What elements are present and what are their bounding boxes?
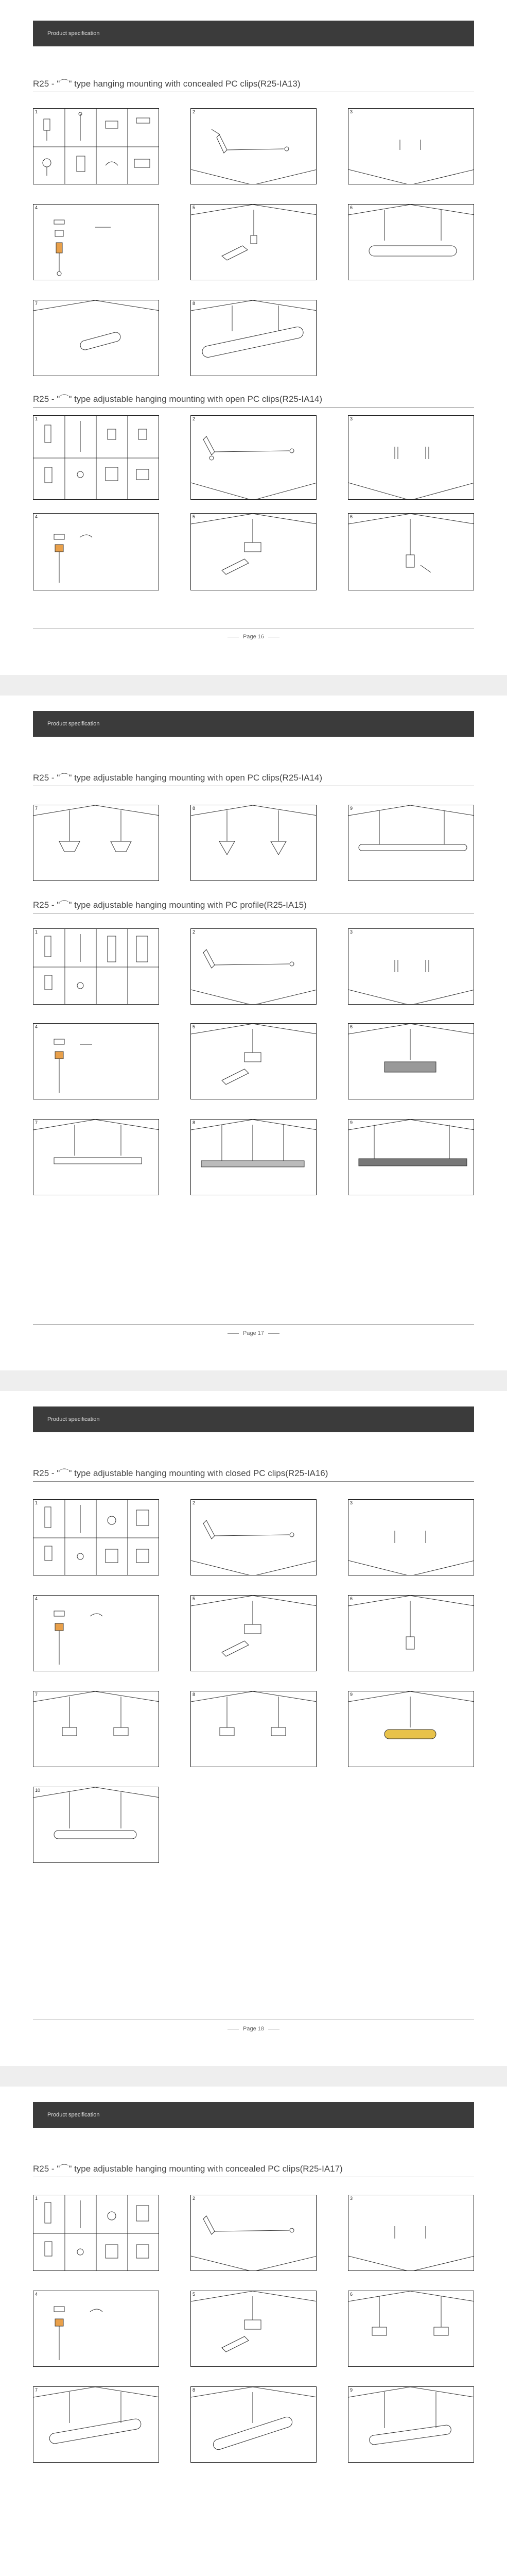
step-2 xyxy=(190,108,317,184)
step-number: 4 xyxy=(35,1024,38,1029)
strip-clip-illustration xyxy=(33,2387,159,2463)
screw-install-illustration xyxy=(191,514,317,590)
step-number: 3 xyxy=(350,2196,353,2201)
parts-grid-illustration xyxy=(33,416,159,500)
step-number: 7 xyxy=(35,2387,38,2393)
screw-install-illustration xyxy=(191,1596,317,1671)
step-4 xyxy=(33,204,159,280)
step-2 xyxy=(190,928,317,1005)
step-number: 3 xyxy=(350,929,353,935)
step-number: 5 xyxy=(193,205,196,210)
hanger-pair-illustration xyxy=(191,1691,317,1767)
step-3 xyxy=(348,108,474,184)
step-number: 5 xyxy=(193,1596,196,1601)
hanging-strip-illustration xyxy=(348,205,474,280)
step-8 xyxy=(190,1119,317,1195)
step-3 xyxy=(348,928,474,1005)
step-8 xyxy=(190,805,317,881)
step-number: 8 xyxy=(193,301,196,306)
step-number: 3 xyxy=(350,1500,353,1505)
step-8 xyxy=(190,2386,317,2463)
step-number: 8 xyxy=(193,2387,196,2393)
step-9 xyxy=(348,1119,474,1195)
step-number: 4 xyxy=(35,2292,38,2297)
profile-clip-illustration xyxy=(33,300,159,376)
screw-install-illustration xyxy=(191,1024,317,1099)
section-title: R25 - "⌒" type hanging mounting with concealed PC clips(R25-IA13) xyxy=(33,79,301,89)
step-5 xyxy=(190,2291,317,2367)
step-9 xyxy=(348,1691,474,1767)
step-number: 3 xyxy=(350,109,353,114)
step-5 xyxy=(190,204,317,280)
step-5 xyxy=(190,1595,317,1671)
step-5 xyxy=(190,1023,317,1099)
page-16 xyxy=(0,0,507,675)
step-number: 9 xyxy=(350,1120,353,1125)
step-number: 4 xyxy=(35,205,38,210)
section-title: R25 - "⌒" type adjustable hanging mounting with closed PC clips(R25-IA16) xyxy=(33,1468,328,1478)
step-number: 7 xyxy=(35,1120,38,1125)
finished-install-illustration xyxy=(348,805,474,881)
step-5 xyxy=(190,513,317,590)
step-number: 6 xyxy=(350,205,353,210)
step-1 xyxy=(33,928,159,1005)
finished-install-illustration xyxy=(348,2387,474,2463)
ceiling-drill-illustration xyxy=(191,416,317,500)
ceiling-drill-illustration xyxy=(191,2195,317,2271)
page-header xyxy=(33,21,474,46)
canopy-parts-illustration xyxy=(33,1024,159,1099)
step-number: 6 xyxy=(350,514,353,519)
step-number: 2 xyxy=(193,1500,196,1505)
page-header xyxy=(33,1406,474,1432)
step-6 xyxy=(348,1595,474,1671)
hanger-pair-illustration xyxy=(348,2291,474,2367)
step-number: 9 xyxy=(350,1692,353,1697)
page-header xyxy=(33,711,474,737)
step-4 xyxy=(33,513,159,590)
profile-attach-illustration xyxy=(348,1024,474,1099)
page-17 xyxy=(0,696,507,1370)
step-8 xyxy=(190,300,317,376)
step-6 xyxy=(348,513,474,590)
parts-grid-illustration xyxy=(33,929,159,1005)
page-number: Page 16 xyxy=(0,634,507,640)
step-number: 1 xyxy=(35,2196,38,2201)
canopy-parts-illustration xyxy=(33,514,159,590)
page-number: Page 17 xyxy=(0,1330,507,1336)
step-number: 5 xyxy=(193,2292,196,2297)
hanger-pair-illustration xyxy=(33,805,159,881)
step-number: 10 xyxy=(35,1788,41,1793)
step-10 xyxy=(33,1787,159,1863)
ceiling-anchor-illustration xyxy=(348,109,474,184)
step-number: 1 xyxy=(35,1500,38,1505)
step-3 xyxy=(348,1499,474,1575)
step-number: 6 xyxy=(350,2292,353,2297)
step-2 xyxy=(190,415,317,500)
profile-hanger-illustration xyxy=(191,1120,317,1195)
step-number: 7 xyxy=(35,806,38,811)
strip-insert-illustration xyxy=(348,1691,474,1767)
step-number: 7 xyxy=(35,1692,38,1697)
step-9 xyxy=(348,2386,474,2463)
canopy-parts-illustration xyxy=(33,1596,159,1671)
finished-install-illustration xyxy=(191,300,317,376)
page-header xyxy=(33,2102,474,2128)
step-number: 8 xyxy=(193,1692,196,1697)
step-number: 2 xyxy=(193,416,196,421)
header-title: Product specification xyxy=(47,721,100,727)
ceiling-anchor-illustration xyxy=(348,1500,474,1575)
finished-install-illustration xyxy=(33,1787,159,1863)
step-number: 8 xyxy=(193,1120,196,1125)
page-number: Page 18 xyxy=(0,2026,507,2032)
ceiling-drill-illustration xyxy=(191,109,317,184)
step-2 xyxy=(190,1499,317,1575)
step-number: 5 xyxy=(193,1024,196,1029)
step-1 xyxy=(33,2195,159,2271)
step-number: 2 xyxy=(193,109,196,114)
profile-hanger-illustration xyxy=(33,1120,159,1195)
step-number: 3 xyxy=(350,416,353,421)
step-7 xyxy=(33,300,159,376)
step-2 xyxy=(190,2195,317,2271)
ceiling-anchor-illustration xyxy=(348,2195,474,2271)
ceiling-drill-illustration xyxy=(191,929,317,1005)
step-7 xyxy=(33,2386,159,2463)
step-number: 7 xyxy=(35,301,38,306)
hanger-pair-illustration xyxy=(33,1691,159,1767)
parts-grid-illustration xyxy=(33,2195,159,2271)
step-number: 1 xyxy=(35,109,38,114)
page-19 xyxy=(0,2087,507,2576)
ceiling-drill-illustration xyxy=(191,1500,317,1575)
step-number: 4 xyxy=(35,514,38,519)
section-title: R25 - "⌒" type adjustable hanging mounting with concealed PC clips(R25-IA17) xyxy=(33,2164,343,2174)
step-number: 4 xyxy=(35,1596,38,1601)
wire-adjust-illustration xyxy=(348,1596,474,1671)
step-4 xyxy=(33,1595,159,1671)
screw-install-illustration xyxy=(191,205,317,280)
ceiling-anchor-illustration xyxy=(348,929,474,1005)
header-title: Product specification xyxy=(47,2112,100,2118)
ceiling-anchor-illustration xyxy=(348,416,474,500)
section-divider xyxy=(33,407,474,408)
wire-adjust-illustration xyxy=(348,514,474,590)
step-number: 5 xyxy=(193,514,196,519)
step-number: 1 xyxy=(35,416,38,421)
step-1 xyxy=(33,415,159,500)
step-6 xyxy=(348,1023,474,1099)
finished-install-illustration xyxy=(348,1120,474,1195)
step-6 xyxy=(348,2291,474,2367)
section-title: R25 - "⌒" type adjustable hanging mounting with open PC clips(R25-IA14) xyxy=(33,394,323,404)
section-title: R25 - "⌒" type adjustable hanging mounting with open PC clips(R25-IA14) xyxy=(33,773,323,783)
step-number: 9 xyxy=(350,2387,353,2393)
strip-clip-illustration xyxy=(191,2387,317,2463)
step-7 xyxy=(33,805,159,881)
header-title: Product specification xyxy=(47,30,100,37)
parts-grid-illustration xyxy=(33,1500,159,1575)
step-number: 8 xyxy=(193,806,196,811)
step-4 xyxy=(33,2291,159,2367)
canopy-parts-illustration xyxy=(33,205,159,280)
step-1 xyxy=(33,1499,159,1575)
parts-grid-illustration xyxy=(33,109,159,184)
step-8 xyxy=(190,1691,317,1767)
step-number: 1 xyxy=(35,929,38,935)
step-number: 6 xyxy=(350,1596,353,1601)
hanger-pair-illustration xyxy=(191,805,317,881)
header-title: Product specification xyxy=(47,1416,100,1422)
step-4 xyxy=(33,1023,159,1099)
step-6 xyxy=(348,204,474,280)
step-3 xyxy=(348,415,474,500)
step-3 xyxy=(348,2195,474,2271)
page-separator xyxy=(0,675,507,696)
step-number: 2 xyxy=(193,929,196,935)
page-separator xyxy=(0,2066,507,2087)
step-1 xyxy=(33,108,159,184)
page-18 xyxy=(0,1391,507,2066)
step-number: 9 xyxy=(350,806,353,811)
step-9 xyxy=(348,805,474,881)
step-number: 6 xyxy=(350,1024,353,1029)
step-7 xyxy=(33,1691,159,1767)
section-title: R25 - "⌒" type adjustable hanging mounting with PC profile(R25-IA15) xyxy=(33,900,307,910)
section-divider xyxy=(33,1481,474,1482)
footer-divider xyxy=(33,1324,474,1325)
screw-install-illustration xyxy=(191,2291,317,2367)
page-separator xyxy=(0,1370,507,1391)
canopy-parts-illustration xyxy=(33,2291,159,2367)
step-number: 2 xyxy=(193,2196,196,2201)
step-7 xyxy=(33,1119,159,1195)
